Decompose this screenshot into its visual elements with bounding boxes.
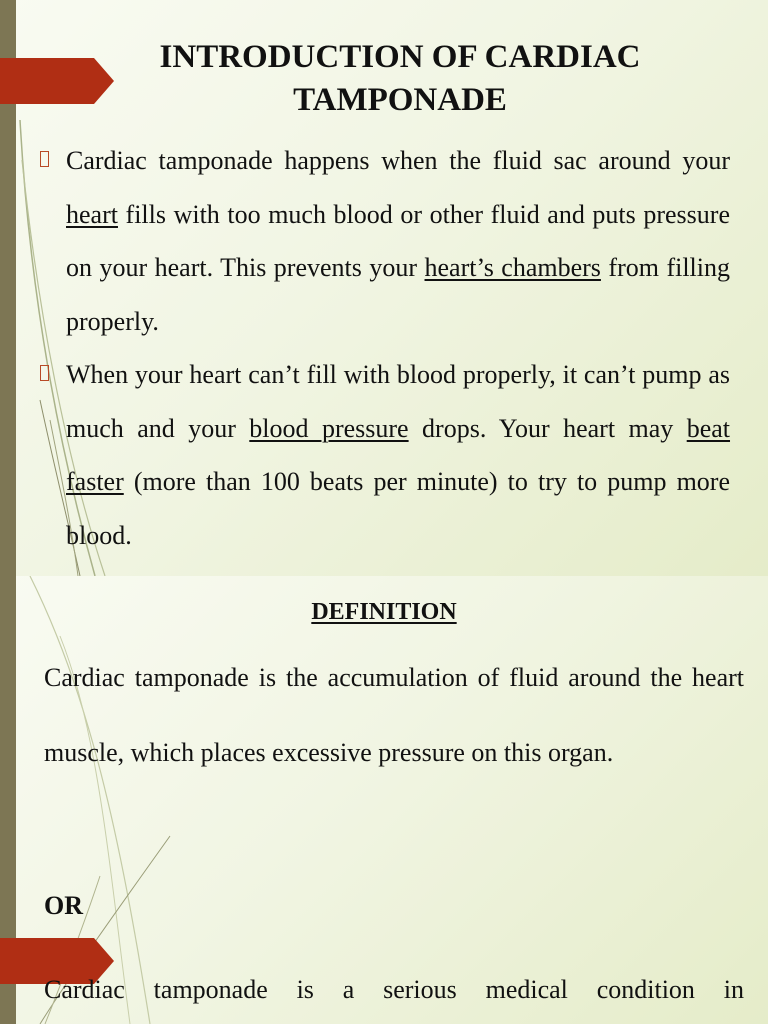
bullet-icon [40, 365, 49, 381]
bullet1-text-1: Cardiac tamponade happens when the fluid sac around your [66, 146, 730, 175]
link-heart[interactable]: heart [66, 199, 118, 229]
bullet-item-1 [40, 134, 730, 348]
bullet1-text-2: fills with too much blood or other fluid and puts pressure on your heart. This prevents your [66, 199, 730, 282]
bullet-list [40, 134, 730, 562]
definition-heading: DEFINITION [311, 599, 457, 625]
or-label: OR [44, 891, 83, 920]
link-blood-pressure[interactable]: blood pressure [249, 413, 409, 443]
red-tab-decoration [0, 58, 114, 104]
title-line-2: TAMPONADE [293, 82, 507, 118]
bullet2-text-2: drops. Your heart may [408, 413, 687, 443]
link-hearts-chambers[interactable]: heart’s chambers [424, 253, 601, 282]
bullet2-text-3: (more than 100 beats per minute) to try to pump more blood. [66, 467, 730, 550]
definition-text-2: Cardiac tamponade is a serious medical condition in [44, 975, 744, 1004]
bullet2-text-1: When your heart can’t fill with blood properly, it can’t pump as much and your [66, 360, 730, 443]
bullet-item-2 [40, 348, 730, 562]
bullet-icon [40, 151, 49, 167]
definition-text: Cardiac tamponade is the accumulation of fluid around the heart muscle, which places excessive pressure on this organ. [44, 663, 744, 767]
title-line-1: INTRODUCTION OF CARDIAC [159, 39, 641, 75]
definition-block [44, 640, 744, 790]
bullet1-text-3: from filling properly. [66, 253, 730, 336]
slide-title [100, 36, 700, 122]
link-beat-faster[interactable]: beat faster [66, 413, 731, 496]
